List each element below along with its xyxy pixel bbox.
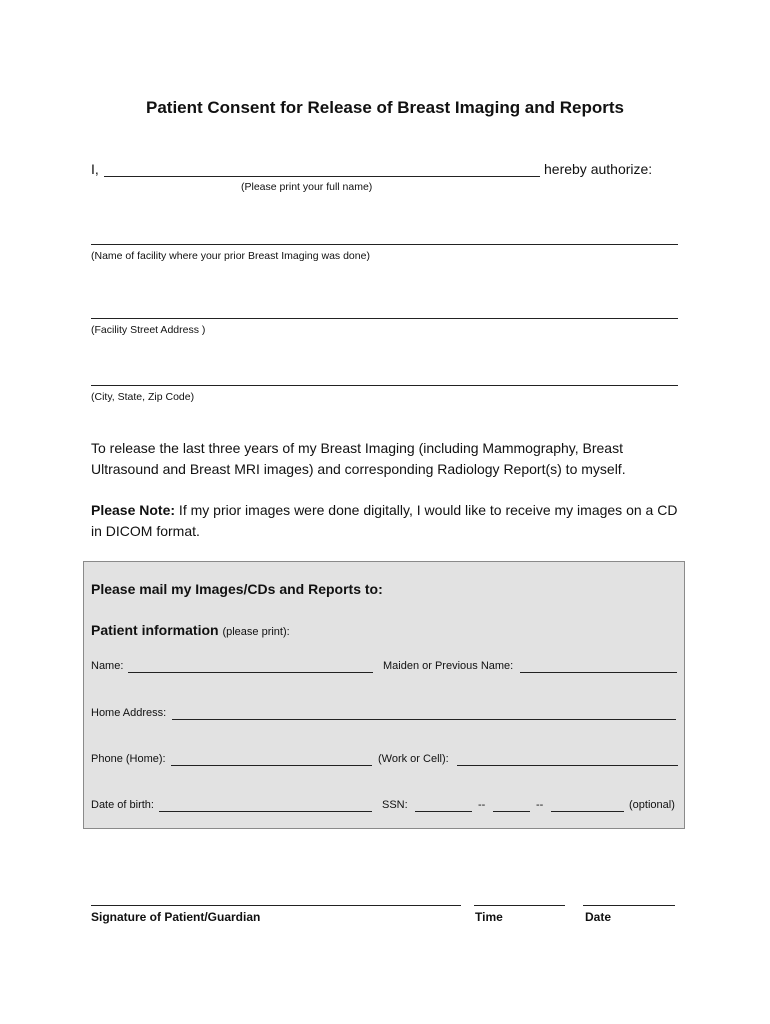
ssn-optional-label: (optional) <box>629 799 675 811</box>
signature-label: Signature of Patient/Guardian <box>91 910 261 924</box>
patient-signature-field[interactable] <box>91 905 461 906</box>
facility-city-field[interactable] <box>91 385 678 386</box>
ssn-part2-field[interactable] <box>493 811 530 812</box>
facility-street-field[interactable] <box>91 318 678 319</box>
home-address-label: Home Address: <box>91 707 167 719</box>
maiden-name-label: Maiden or Previous Name: <box>383 660 514 672</box>
note-label: Please Note: <box>91 502 176 518</box>
home-address-field[interactable] <box>172 719 676 720</box>
ssn-separator-2: -- <box>536 799 544 811</box>
ssn-part3-field[interactable] <box>551 811 624 812</box>
time-label: Time <box>475 910 503 924</box>
patient-name-field[interactable] <box>128 672 373 673</box>
work-cell-label: (Work or Cell): <box>378 753 449 765</box>
note-text: If my prior images were done digitally, I would like to receive my images on a CD in DICOM format. <box>91 502 678 539</box>
facility-name-field[interactable] <box>91 244 678 245</box>
name-label: Name: <box>91 660 124 672</box>
patient-info-heading <box>91 622 290 638</box>
authorize-suffix: hereby authorize: <box>544 161 653 177</box>
full-name-field[interactable] <box>104 176 540 177</box>
release-paragraph: To release the last three years of my Breast Imaging (including Mammography, Breast Ultrasound and Breast MRI images) and corresponding Radiology Report(s) to myself. <box>91 440 626 477</box>
patient-info-label: Patient information <box>91 622 219 638</box>
ssn-part1-field[interactable] <box>415 811 472 812</box>
ssn-label: SSN: <box>382 799 408 811</box>
phone-home-label: Phone (Home): <box>91 753 166 765</box>
mail-to-box <box>83 561 685 829</box>
facility-city-caption: (City, State, Zip Code) <box>91 391 195 403</box>
ssn-separator-1: -- <box>478 799 486 811</box>
mail-heading: Please mail my Images/CDs and Reports to: <box>91 581 383 597</box>
authorize-prefix: I, <box>91 161 99 177</box>
date-label: Date <box>585 910 612 924</box>
note-paragraph <box>91 500 691 542</box>
facility-name-caption: (Name of facility where your prior Breast Imaging was done) <box>91 250 370 262</box>
full-name-caption: (Please print your full name) <box>241 181 373 193</box>
patient-info-hint: (please print): <box>222 626 290 638</box>
dob-label: Date of birth: <box>91 799 154 811</box>
signature-time-field[interactable] <box>474 905 565 906</box>
dob-field[interactable] <box>159 811 372 812</box>
facility-street-caption: (Facility Street Address ) <box>91 324 206 336</box>
work-cell-field[interactable] <box>457 765 678 766</box>
phone-home-field[interactable] <box>171 765 372 766</box>
maiden-name-field[interactable] <box>520 672 677 673</box>
signature-date-field[interactable] <box>583 905 675 906</box>
page-title: Patient Consent for Release of Breast Imaging and Reports <box>146 98 624 117</box>
